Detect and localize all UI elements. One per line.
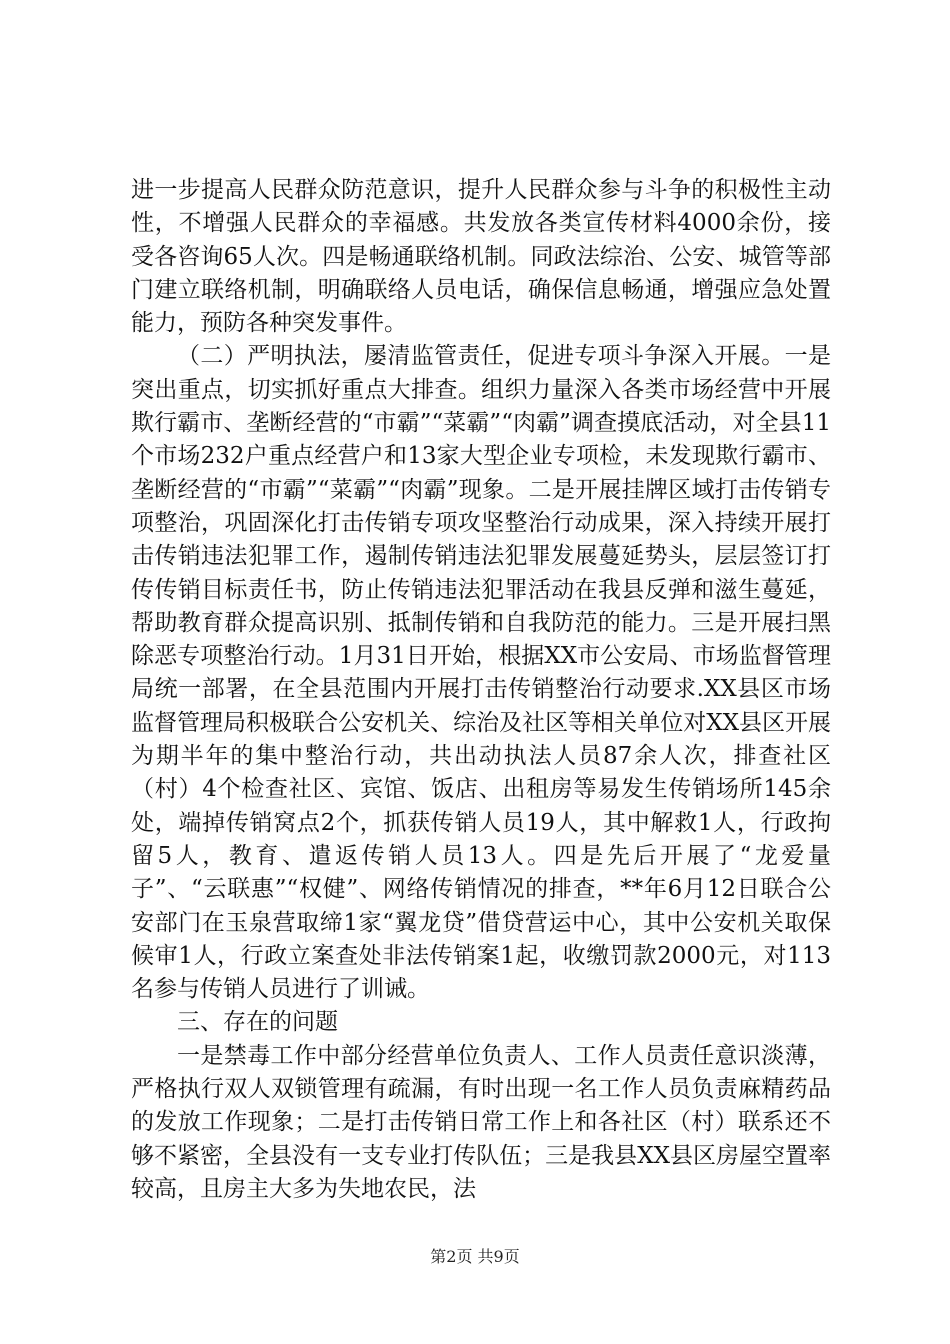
- section-heading-problems: 三、存在的问题: [177, 1009, 338, 1036]
- paragraph-1: 进一步提高人民群众防范意识，提升人民群众参与斗争的积极性主动性，不增强人民群众的幸福感。共发放各类宣传材料4000余份，接受各咨询65人次。四是畅通联络机制。同政法综治、公安、城管等部门建立联络机制，明确联络人员电话，确保信息畅通，增强应急处置能力，预防各种突发事件。: [131, 177, 831, 337]
- page-number-footer: 第2页 共9页: [430, 1247, 520, 1266]
- paragraph-3: 一是禁毒工作中部分经营单位负责人、工作人员责任意识淡薄，严格执行双人双锁管理有疏漏，有时出现一名工作人员负责麻精药品的发放工作现象；二是打击传销日常工作上和各社区（村）联系还不够不紧密，全县没有一支专业打传队伍；三是我县XX县区房屋空置率较高，且房主大多为失地农民，法: [131, 1042, 831, 1202]
- document-body: [131, 174, 831, 1206]
- paragraph-2: （二）严明执法，屡清监管责任，促进专项斗争深入开展。一是突出重点，切实抓好重点大排查。组织力量深入各类市场经营中开展欺行霸市、垄断经营的“市霸”“菜霸”“肉霸”调查摸底活动，对全县11个市场232户重点经营户和13家大型企业专项检，未发现欺行霸市、垄断经营的“市霸”“菜霸”“肉霸”现象。二是开展挂牌区域打击传销专项整治，巩固深化打击传销专项攻坚整治行动成果，深入持续开展打击传销违法犯罪工作，遏制传销违法犯罪发展蔓延势头，层层签订打传传销目标责任书，防止传销违法犯罪活动在我县反弹和滋生蔓延，帮助教育群众提高识别、抵制传销和自我防范的能力。三是开展扫黑除恶专项整治行动。1月31日开始，根据XX市公安局、市场监督管理局统一部署，在全县范围内开展打击传销整治行动要求.XX县区市场监督管理局积极联合公安机关、综治及社区等相关单位对XX县区开展为期半年的集中整治行动，共出动执法人员87余人次，排查社区（村）4个检查社区、宾馆、饭店、出租房等易发生传销场所145余处，端掉传销窝点2个，抓获传销人员19人，其中解救1人，行政拘留5人，教育、遣返传销人员13人。四是先后开展了“龙爱量子”、“云联惠”“权健”、网络传销情况的排查，**年6月12日联合公安部门在玉泉营取缔1家“翼龙贷”借贷营运中心，其中公安机关取保候审1人，行政立案查处非法传销案1起，收缴罚款2000元，对113名参与传销人员进行了训诫。: [131, 343, 831, 1003]
